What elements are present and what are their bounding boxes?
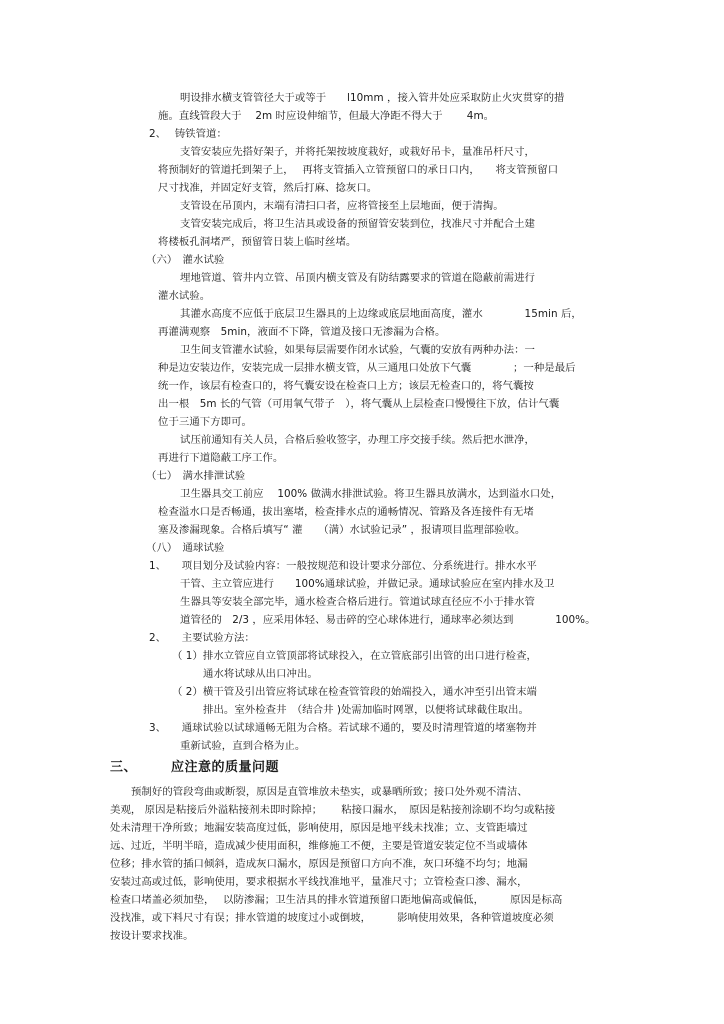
section-heading: （七） 满水排泄试验 [146, 470, 246, 482]
text-line: 排出。室外检查井 （结合井 )处需加临时网罩，以便将试球截住取出。 [203, 704, 529, 716]
text-line: 施。直线管段大于 2m 时应设伸缩节，但最大净距不得大于 4m。 [158, 110, 495, 122]
text-line: 干管、主立管应进行 100%通球试验，并做记录。通球试验应在室内排水及卫 [180, 578, 555, 590]
text-line: 其灌水高度不应低于底层卫生器具的上边缘或底层地面高度，灌水 15min 后， [180, 308, 582, 320]
text-line: 埋地管道、管井内立管、吊顶内横支管及有防结露要求的管道在隐蔽前需进行 [180, 272, 535, 284]
text-line: 位移；排水管的插口倾斜，造成灰口漏水，原因是预留口方向不准，灰口环缝不均匀；地漏 [110, 858, 528, 870]
text-line: 试压前通知有关人员，合格后验收签字，办理工序交接手续。然后把水泄净， [180, 434, 535, 446]
text-line: 明设排水横支管管径大于或等于 l10mm ，接入管井处应采取防止火灾贯穿的措 [180, 92, 565, 104]
text-line: 将楼板孔洞堵严，预留管日装上临时丝堵。 [158, 236, 357, 248]
text-line: 出一根 5m 长的气管（可用氧气带子 ），将气囊从上层检查口慢慢往下放，估计气囊 [158, 398, 560, 410]
text-line: 统一作，该层有检查口的，将气囊安设在检查口上方；该层无检查口的，将气囊按 [158, 380, 534, 392]
text-line: 按设计要求找准。 [110, 930, 194, 942]
text-line: 灌水试验。 [158, 290, 211, 302]
text-line: 塞及渗漏现象。合格后填写“ 灌 （满）水试验记录” ，报请项目监理部验收。 [158, 524, 526, 536]
text-line: 远、过近，半明半暗，造成减少使用面积，维修施工不便，主要是管道安装定位不当或墙体 [110, 840, 528, 852]
text-line: 2、 主要试验方法： [149, 632, 255, 644]
text-line: 检查口堵盖必须加垫， 以防渗漏；卫生洁具的排水管道预留口距地偏高或偏低， 原因是标高 [110, 894, 563, 906]
section-title: 三、 应注意的质量问题 [110, 760, 280, 775]
text-line: 检查溢水口是否畅通，拔出塞堵，检查排水点的通畅情况、管路及各连接件有无堵 [158, 506, 534, 518]
text-line: （ 1）排水立管应自立管顶部将试球投入，在立管底部引出管的出口进行检查， [172, 650, 537, 662]
text-line: 道管径的 2/3 ，应采用体轻、易击碎的空心球体进行，通球率必须达到 100%。 [180, 614, 596, 626]
section-heading: （六） 灌水试验 [146, 254, 225, 266]
text-line: 3、 通球试验以试球通畅无阻为合格。若试球不通的，要及时清理管道的堵塞物并 [149, 722, 537, 734]
text-line: 种是边安装边作，安装完成一层排水横支管，从三通甩口处放下气囊 ；一种是最后 [158, 362, 576, 374]
text-line: 位于三通下方即可。 [158, 416, 252, 428]
text-line: （ 2）横干管及引出管应将试球在检查管管段的始端投入，通水冲至引出管末端 [172, 686, 537, 698]
text-line: 支管设在吊顶内，末端有清扫口者，应将管接至上层地面，便于清掏。 [180, 200, 504, 212]
text-line: 尺寸找准，并固定好支管，然后打麻、捻灰口。 [158, 182, 378, 194]
text-line: 将预制好的管道托到架子上， 再将支管插入立管预留口的承日口内， 将支管预留口 [158, 164, 559, 176]
section-heading: （八） 通球试验 [146, 542, 225, 554]
text-line: 1、 项目划分及试验内容：一般按规范和设计要求分部位、分系统进行。排水水平 [149, 560, 537, 572]
text-line: 支管安装完成后，将卫生洁具或设备的预留管安装到位，找准尺寸并配合土建 [180, 218, 535, 230]
text-line: 没找准，或下料尺寸有误；排水管道的坡度过小或倒坡， 影响使用效果，各种管道坡度必须 [110, 912, 554, 924]
text-line: 重新试验，直到合格为止。 [180, 740, 306, 752]
text-line: 安装过高或过低，影响使用，要求根据水平线找准地平，量准尺寸；立管检查口渗、漏水， [110, 876, 528, 888]
text-line: 生器具等安装全部完毕，通水检查合格后进行。管道试球直径应不小于排水管 [180, 596, 535, 608]
text-line: 通水将试球从出口冲出。 [203, 668, 318, 680]
text-line: 再进行下道隐蔽工序工作。 [158, 452, 284, 464]
text-line: 处未清理干净所致；地漏安装高度过低，影响使用，原因是地平线未找准；立、支管距墙过 [110, 822, 528, 834]
text-line: 卫生间支管灌水试验，如果每层需要作闭水试验，气囊的安放有两种办法：一 [180, 344, 535, 356]
text-line: 卫生器具交工前应 100% 做满水排泄试验。将卫生器具放满水，达到溢水口处， [180, 488, 562, 500]
text-line: 预制好的管段弯曲或断裂，原因是直管堆放未垫实，或暴晒所致；接口处外观不清洁、 [131, 786, 528, 798]
text-line: 支管安装应先搭好架子，并将托架按坡度栽好，或栽好吊卡，量准吊杆尺寸， [180, 146, 535, 158]
text-line: 美观， 原因是粘接后外溢粘接剂未即时除掉； 粘接口漏水， 原因是粘接剂涂刷不均匀或粘接 [110, 804, 556, 816]
text-line: 再灌满观察 5min，液面不下降，管道及接口无渗漏为合格。 [158, 326, 446, 338]
section-heading: 2、 铸铁管道： [149, 128, 227, 140]
